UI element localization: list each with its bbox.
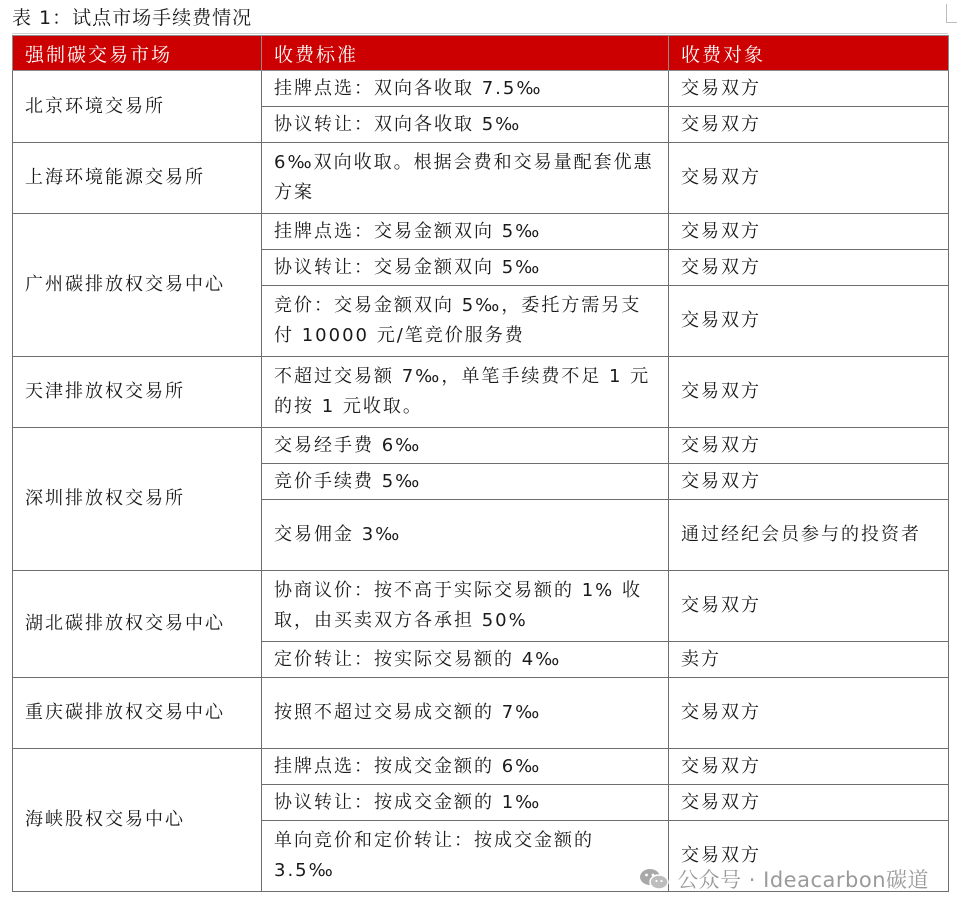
market-cell: 海峡股权交易中心 [13,749,262,892]
caption-rule [12,33,948,34]
standard-cell: 协议转让：按成交金额的 1‰ [262,785,669,821]
watermark [639,864,929,894]
standard-cell: 不超过交易额 7‰，单笔手续费不足 1 元的按 1 元收取。 [262,357,669,428]
standard-cell: 竞价：交易金额双向 5‰，委托方需另支付 10000 元/笔竞价服务费 [262,286,669,357]
standard-cell: 交易经手费 6‰ [262,428,669,464]
standard-cell: 挂牌点选：按成交金额的 6‰ [262,749,669,785]
table-row [13,678,949,749]
table-row [13,749,949,785]
standard-cell: 协议转让：交易金额双向 5‰ [262,250,669,286]
standard-cell: 协商议价：按不高于实际交易额的 1% 收取，由买卖双方各承担 50% [262,571,669,642]
payer-cell: 交易双方 [669,357,949,428]
market-cell: 北京环境交易所 [13,71,262,143]
market-cell: 深圳排放权交易所 [13,428,262,571]
payer-cell: 交易双方 [669,250,949,286]
table-row [13,357,949,428]
table-row [13,214,949,250]
market-cell: 上海环境能源交易所 [13,143,262,214]
standard-cell: 交易佣金 3‰ [262,500,669,571]
payer-cell: 交易双方 [669,428,949,464]
table-row [13,71,949,107]
payer-cell: 卖方 [669,642,949,678]
table-row [13,143,949,214]
table-row [13,428,949,464]
table-caption: 表 1：试点市场手续费情况 [12,7,253,29]
standard-cell: 定价转让：按实际交易额的 4‰ [262,642,669,678]
standard-cell: 6‰双向收取。根据会费和交易量配套优惠方案 [262,143,669,214]
watermark-text: 公众号 · Ideacarbon碳道 [677,868,929,892]
table-row [13,571,949,642]
payer-cell: 交易双方 [669,143,949,214]
payer-cell: 交易双方 [669,749,949,785]
standard-cell: 按照不超过交易成交额的 7‰ [262,678,669,749]
market-cell: 湖北碳排放权交易中心 [13,571,262,678]
standard-cell: 挂牌点选：交易金额双向 5‰ [262,214,669,250]
page-corner-mark [946,4,957,23]
header-payer: 收费对象 [669,36,949,71]
payer-cell: 通过经纪会员参与的投资者 [669,500,949,571]
payer-cell: 交易双方 [669,71,949,107]
market-cell: 重庆碳排放权交易中心 [13,678,262,749]
fee-table [12,35,949,892]
payer-cell: 交易双方 [669,464,949,500]
header-standard: 收费标准 [262,36,669,71]
header-row [13,36,949,71]
standard-cell: 挂牌点选：双向各收取 7.5‰ [262,71,669,107]
wechat-icon [639,867,669,891]
standard-cell: 竞价手续费 5‰ [262,464,669,500]
market-cell: 天津排放权交易所 [13,357,262,428]
header-market: 强制碳交易市场 [13,36,262,71]
standard-cell: 协议转让：双向各收取 5‰ [262,107,669,143]
payer-cell: 交易双方 [669,678,949,749]
payer-cell: 交易双方 [669,214,949,250]
payer-cell: 交易双方 [669,785,949,821]
market-cell: 广州碳排放权交易中心 [13,214,262,357]
payer-cell: 交易双方 [669,286,949,357]
standard-cell: 单向竞价和定价转让：按成交金额的 3.5‰ [262,821,669,892]
payer-cell: 交易双方 [669,821,949,892]
payer-cell: 交易双方 [669,107,949,143]
payer-cell: 交易双方 [669,571,949,642]
